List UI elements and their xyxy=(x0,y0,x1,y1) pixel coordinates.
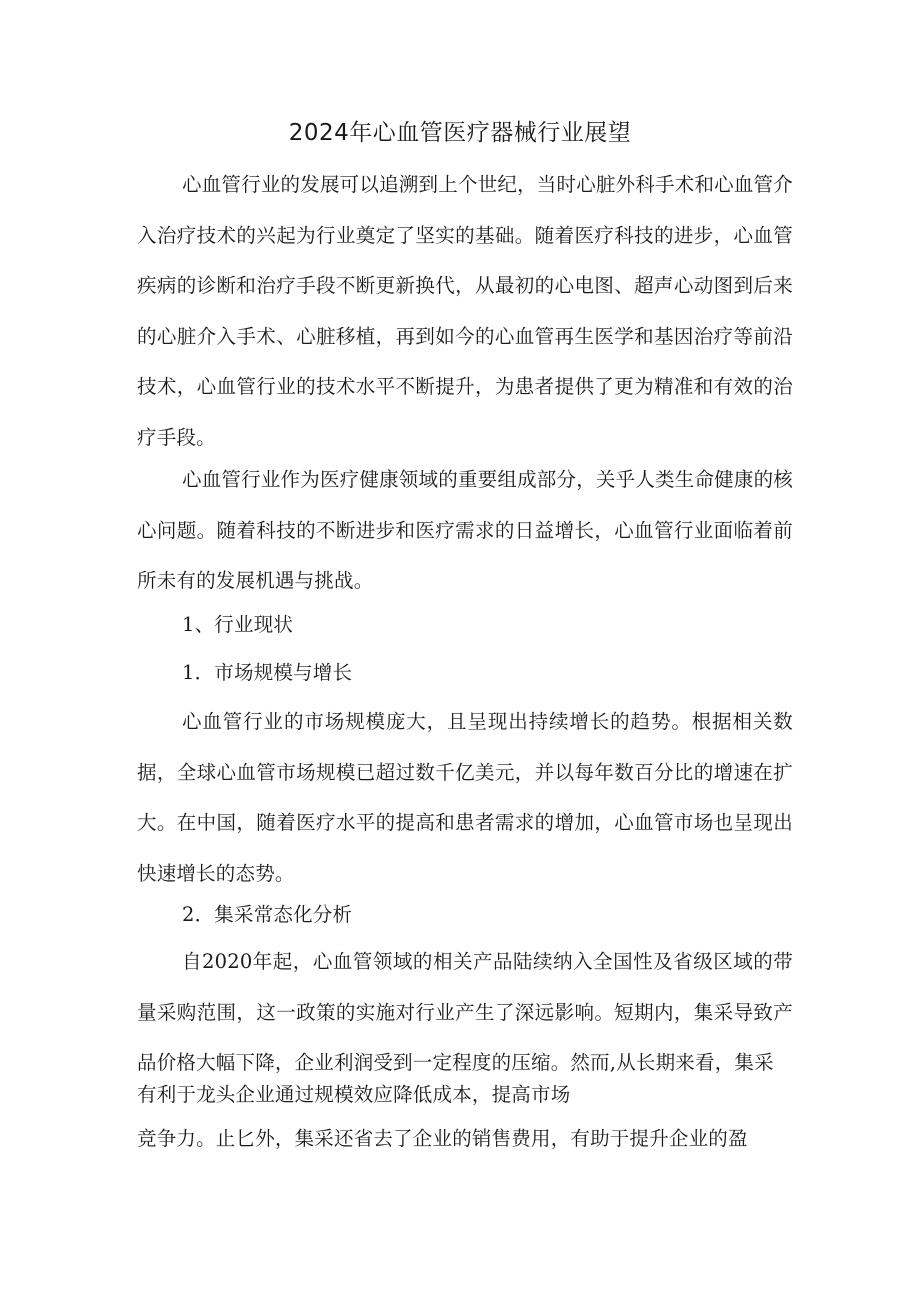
section-heading: 1、行业现状 xyxy=(182,613,294,636)
paragraph-procurement: 自2020年起，心血管领域的相关产品陆续纳入全国性及省级区域的带量采购范围，这一政策的实施对行业产生了深远影响。短期内，集采导致产品价格大幅下降，企业利润受到一定程度的压缩。然而,从长期来看，集采 xyxy=(137,950,793,1074)
text-line-continuation: 有利于龙头企业通过规模效应降低成本，提高市场 xyxy=(137,1083,571,1106)
paragraph-importance: 心血管行业作为医疗健康领域的重要组成部分，关乎人类生命健康的核心问题。随着科技的不断进步和医疗需求的日益增长，心血管行业面临着前所未有的发展机遇与挑战。 xyxy=(137,468,793,592)
paragraph-history: 心血管行业的发展可以追溯到上个世纪，当时心脏外科手术和心血管介入治疗技术的兴起为行业奠定了坚实的基础。随着医疗科技的进步，心血管疾病的诊断和治疗手段不断更新换代，从最初的心电图、超声心动图到后来的心脏介入手术、心脏移植，再到如今的心血管再生医学和基因治疗等前沿技术，心血管行业的技术水平不断提升，为患者提供了更为精准和有效的治疗手段。 xyxy=(137,173,793,449)
subheading-procurement: 2．集采常态化分析 xyxy=(182,903,353,926)
page-title: 2024年心血管医疗器械行业展望 xyxy=(288,120,632,146)
subheading-market-size: 1．市场规模与增长 xyxy=(182,661,353,684)
text-line-final: 竞争力。止匕外，集采还省去了企业的销售费用，有助于提升企业的盈 xyxy=(137,1127,748,1150)
paragraph-market-size: 心血管行业的市场规模庞大，且呈现出持续增长的趋势。根据相关数据，全球心血管市场规模已超过数千亿美元，并以每年数百分比的增速在扩大。在中国，随着医疗水平的提高和患者需求的增加，心血管市场也呈现出快速增长的态势。 xyxy=(137,710,793,885)
